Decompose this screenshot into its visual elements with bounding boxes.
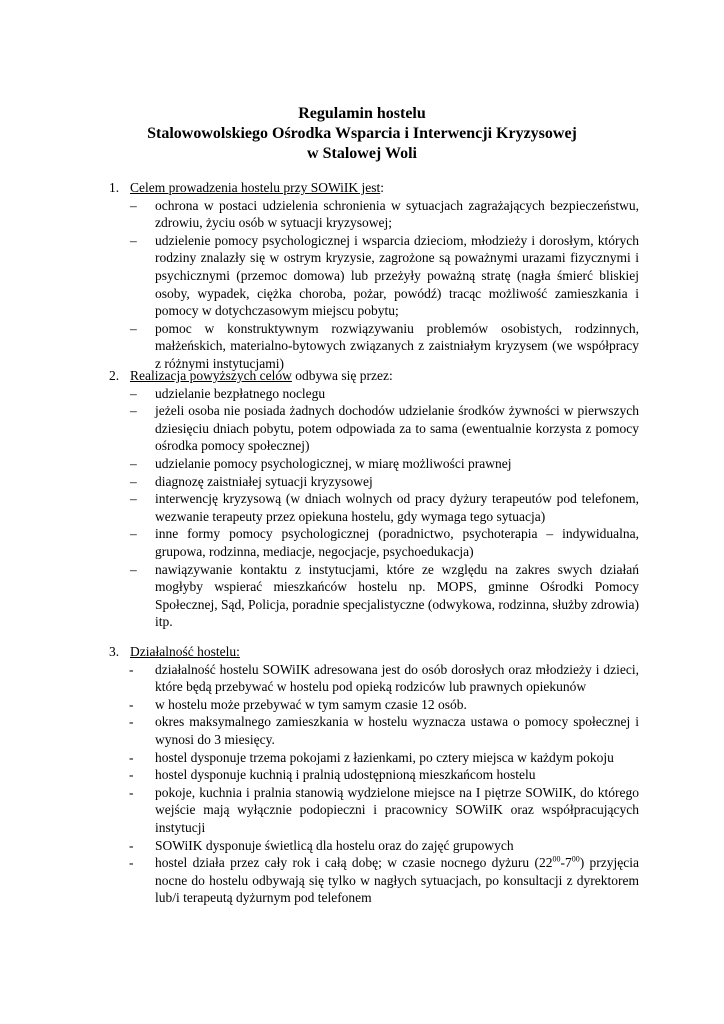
section-heading — [109, 179, 639, 197]
dash-marker: - — [129, 661, 134, 677]
list-item — [109, 402, 639, 455]
dash-marker: - — [129, 855, 134, 871]
dash-marker: - — [129, 714, 134, 730]
dash-marker: - — [129, 837, 134, 853]
list-item-text: okres maksymalnego zamieszkania w hostelu wyznacza ustawa o pomocy społecznej i wynosi do 3 miesięcy. — [155, 714, 639, 747]
list-item — [109, 197, 639, 232]
list-item — [109, 854, 639, 907]
list-item — [109, 837, 639, 855]
section-heading — [109, 367, 639, 385]
dash-marker: – — [130, 403, 137, 419]
dash-marker: - — [129, 749, 134, 765]
list-item — [109, 385, 639, 403]
section-3 — [109, 643, 639, 907]
dash-marker: - — [129, 767, 134, 783]
list-item-text: diagnozę zaistniałej sytuacji kryzysowej — [155, 473, 373, 489]
list-item-text — [155, 855, 639, 905]
dash-marker: – — [130, 491, 137, 507]
section-heading-text: Działalność hostelu: — [130, 644, 240, 659]
list-item — [109, 784, 639, 837]
dash-marker: – — [130, 385, 137, 401]
dash-marker: – — [130, 232, 137, 248]
list-item-text: w hostelu może przebywać w tym samym czasie 12 osób. — [155, 696, 467, 712]
list-item-text: inne formy pomocy psychologicznej (poradnictwo, psychoterapia – indywidualna, grupowa, rodzinna, mediacje, negocjacje, psychoedukacja) — [155, 526, 639, 559]
dash-marker: – — [130, 561, 137, 577]
dash-marker: – — [130, 526, 137, 542]
list-item — [109, 320, 639, 373]
list-item-text: hostel dysponuje trzema pokojami z łazienkami, po cztery miejsca w każdym pokoju — [155, 749, 614, 765]
list-item-text: udzielenie pomocy psychologicznej i wsparcia dzieciom, młodzieży i dorosłym, których rodziny znalazły się w ostrym kryzysie, zagrożone są poważnymi urazami fizycznymi i psychicznymi (przemoc domowa) lub przeżyły poważną stratę (nagła śmierć bliskiej osoby, wypadek, ciężka choroba, pożar, powódź) tracąc możliwość zamieszkania i pomocy w dotychczasowym miejscu pobytu; — [155, 232, 639, 319]
list-item — [109, 455, 639, 473]
section-heading-suffix: odbywa się przez: — [291, 368, 393, 383]
list-item-text: ochrona w postaci udzielenia schronienia w sytuacjach zagrażających bezpieczeństwu, zdrowiu, życiu osób w sytuacji kryzysowej; — [155, 197, 639, 231]
dash-marker: – — [130, 455, 137, 471]
night-duty-text-middle: -7 — [560, 855, 572, 871]
list-item-text: nawiązywanie kontaktu z instytucjami, które ze względu na zakres swych działań mogłyby wspierać mieszkańców hostelu np. MOPS, gminne Ośrodki Pomocy Społecznej, Sąd, Policja, poradnie specjalistyczne (odwykowa, rodzinna, służby zdrowia) itp. — [155, 561, 639, 630]
section-1 — [109, 179, 639, 373]
list-item — [109, 490, 639, 525]
list-item — [109, 525, 639, 560]
section-3-list — [109, 661, 639, 907]
list-item — [109, 749, 639, 767]
list-item — [109, 713, 639, 748]
list-item — [109, 473, 639, 491]
list-item-text: działalność hostelu SOWiIK adresowana jest do osób dorosłych oraz młodzieży i dzieci, które będą przebywać w hostelu pod opieką rodziców lub prawnych opiekunów — [155, 661, 639, 695]
dash-marker: – — [130, 197, 137, 213]
dash-marker: – — [130, 473, 137, 489]
document-subtitle-organization: Stalowowolskiego Ośrodka Wsparcia i Interwencji Kryzysowej — [147, 125, 577, 142]
list-item-text: interwencję kryzysową (w dniach wolnych od pracy dyżury terapeutów pod telefonem, wezwanie terapeuty przez opiekuna hostelu, gdy wymaga tego sytuacja) — [155, 491, 639, 524]
list-item — [109, 661, 639, 696]
list-item — [109, 766, 639, 784]
list-item-text: jeżeli osoba nie posiada żadnych dochodów udzielanie środków żywności w pierwszych dziesięciu dniach pobytu, potem odpowiada za to sama (ewentualnie korzysta z pomocy ośrodka pomocy społecznej) — [155, 403, 639, 454]
section-heading-text: Realizacja powyższych celów — [130, 368, 292, 383]
list-item — [109, 561, 639, 631]
list-item-text: udzielanie bezpłatnego noclegu — [155, 385, 326, 401]
dash-marker: - — [129, 696, 134, 712]
list-item-text: udzielanie pomocy psychologicznej, w miarę możliwości prawnej — [155, 455, 512, 471]
document-title: Regulamin hostelu — [298, 105, 426, 122]
list-item-text: pokoje, kuchnia i pralnia stanowią wydzielone miejsce na I piętrze SOWiIK, do którego wejście mają wyłącznie podopieczni i pracownicy SOWiIK oraz współpracujących instytucji — [155, 784, 639, 835]
section-number: 2. — [109, 368, 120, 383]
list-item — [109, 232, 639, 320]
document-subtitle-location: w Stalowej Woli — [307, 145, 417, 162]
list-item-text: SOWiIK dysponuje świetlicą dla hostelu oraz do zajęć grupowych — [155, 837, 514, 853]
night-duty-end-minutes: 00 — [571, 854, 580, 864]
section-2 — [109, 367, 639, 631]
list-item-text: hostel dysponuje kuchnią i pralnią udostępnioną mieszkańcom hostelu — [155, 767, 536, 783]
section-number: 3. — [109, 644, 120, 659]
section-heading-text: Celem prowadzenia hostelu przy SOWiIK jest — [130, 180, 381, 195]
night-duty-text-end: ) przyjęcia nocne do hostelu odbywają się tylko w nagłych sytuacjach, po konsultacji z dyrektorem lub/i terapeutą dyżurnym pod telefonem — [155, 855, 639, 906]
section-2-list — [109, 385, 639, 631]
list-item-text: pomoc w konstruktywnym rozwiązywaniu problemów osobistych, rodzinnych, małżeńskich, materialno-bytowych związanych z zaistniałym kryzysem (we współpracy z różnymi instytucjami) — [155, 320, 639, 371]
section-1-list — [109, 197, 639, 373]
dash-marker: - — [129, 784, 134, 800]
list-item — [109, 696, 639, 714]
night-duty-text-start: hostel działa przez cały rok i całą dobę; w czasie nocnego dyżuru (22 — [155, 855, 553, 871]
night-duty-start-minutes: 00 — [552, 854, 561, 864]
section-number: 1. — [109, 180, 120, 195]
dash-marker: – — [130, 320, 137, 336]
section-heading-suffix: : — [380, 180, 385, 195]
section-heading — [109, 643, 639, 661]
